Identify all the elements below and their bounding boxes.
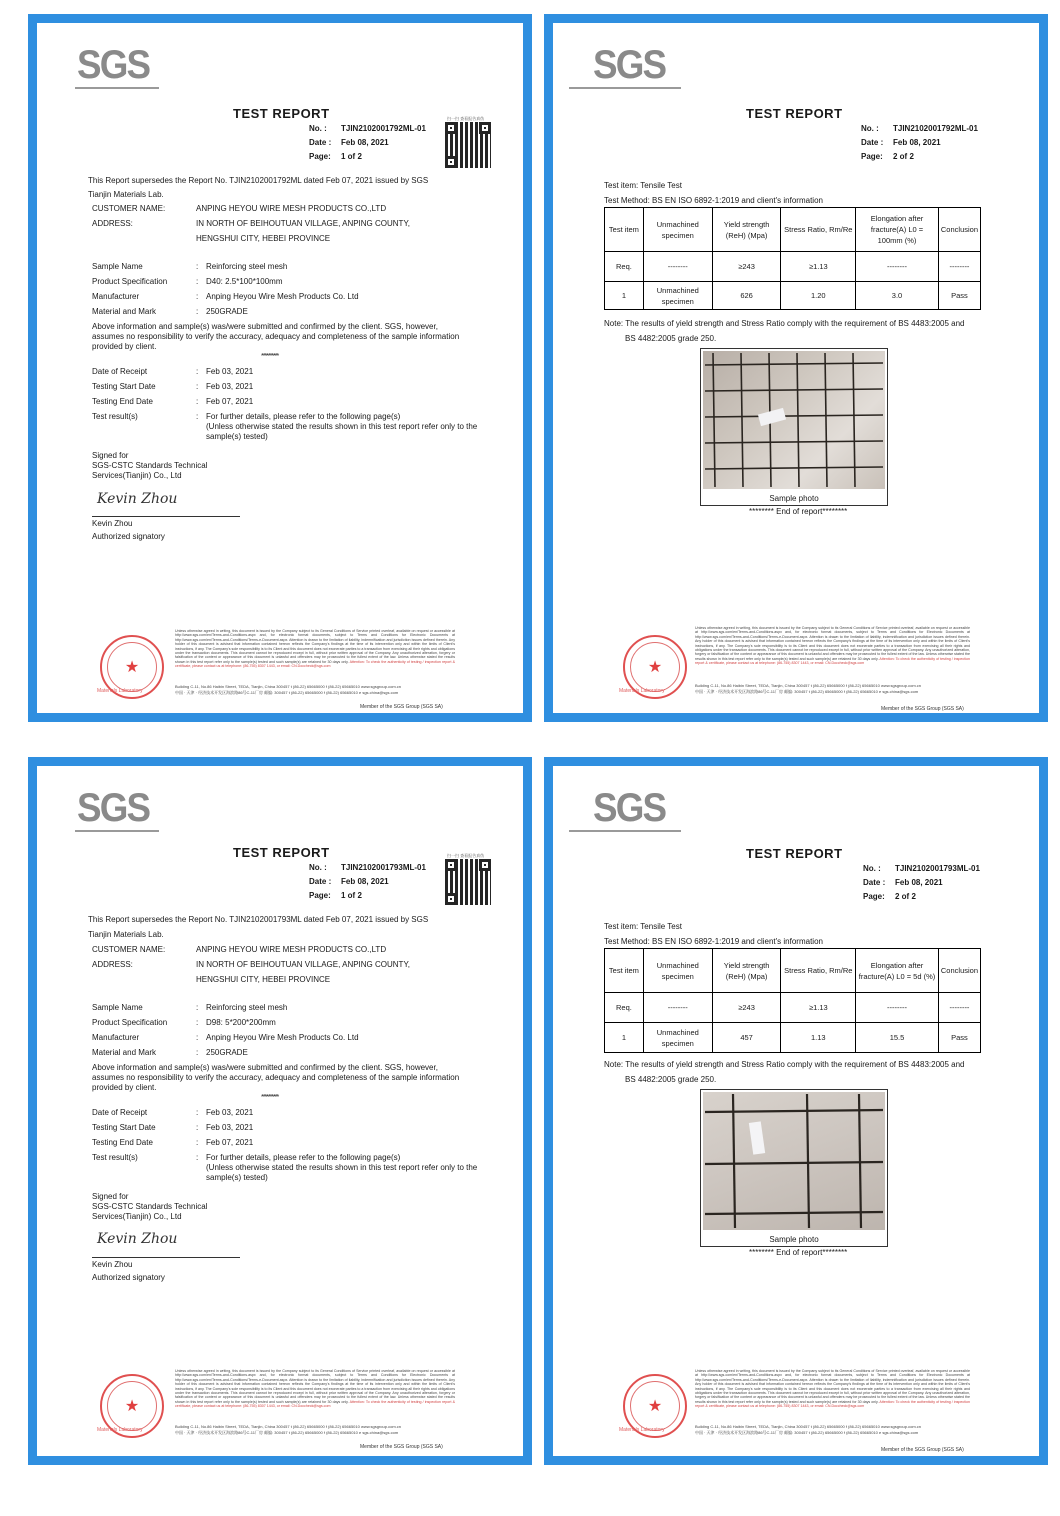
- page-number: 1 of 2: [341, 891, 362, 900]
- note-line-1: Note: The results of yield strength and Stress Ratio comply with the requirement of BS 4483:2005 and: [604, 319, 965, 328]
- report-date: Feb 08, 2021: [895, 878, 943, 887]
- test-method: Test Method: BS EN ISO 6892-1:2019 and client's information: [604, 937, 823, 946]
- member-of-sgs: Member of the SGS Group (SGS SA): [881, 1447, 964, 1453]
- date-row: Testing Start Date : Feb 03, 2021: [92, 382, 254, 391]
- fine-print: Unless otherwise agreed in writing, this document is issued by the Company subject to its General Conditions of Service printed overleaf, available on request or accessible at http://www.sgs.com/en/Terms-and-Conditions.aspx and, for electronic format documents, subject to Terms and Conditions for Electronic Documents at http://www.sgs.com/en/Terms-and-Conditions/Terms-e-Document.aspx. Attention is drawn to the limitation of liability, indemnification and jurisdiction issues defined therein. Any holder of this document is advised that information contained hereon reflects the Company's findings at the time of its intervention only and within the limits of Client's instructions, if any. The Company's sole responsibility is to its Client and this document does not exonerate parties to a transaction from exercising all their rights and obligations under the transaction documents. This document cannot be reproduced except in full, without prior written approval of the Company. Any unauthorized alteration, forgery or falsification of the content or appearance of this document is unlawful and offenders may be prosecuted to the fullest extent of the law. Unless otherwise stated the results shown in this test report refer only to the sample(s) tested and such sample(s) are retained for 30 days only. Attention: To check the authenticity of testing / inspection report & certificate, please contact us at telephone: (86-755) 8307 1443, or email: CN.Doccheck@sgs.com: [695, 1369, 970, 1409]
- table-header-row: Test item Unmachined specimen Yield strength (ReH) (Mpa) Stress Ratio, Rm/Re Elongation after fracture(A) L0 = 5d (%) Conclusion: [605, 949, 981, 993]
- test-item: Test item: Tensile Test: [604, 922, 682, 931]
- company-seal-icon: ★: [623, 1374, 687, 1438]
- report-sheet: [37, 766, 523, 1456]
- fine-print: Unless otherwise agreed in writing, this document is issued by the Company subject to its General Conditions of Service printed overleaf, available on request or accessible at http://www.sgs.com/en/Terms-and-Conditions.aspx and, for electronic format documents, subject to Terms and Conditions for Electronic Documents at http://www.sgs.com/en/Terms-and-Conditions/Terms-e-Document.aspx. Attention is drawn to the limitation of liability, indemnification and jurisdiction issues defined therein. Any holder of this document is advised that information contained hereon reflects the Company's findings at the time of its intervention only and within the limits of Client's instructions, if any. The Company's sole responsibility is to its Client and this document does not exonerate parties to a transaction from exercising all their rights and obligations under the transaction documents. This document cannot be reproduced except in full, without prior written approval of the Company. Any unauthorized alteration, forgery or falsification of the content or appearance of this document is unlawful and offenders may be prosecuted to the fullest extent of the law. Unless otherwise stated the results shown in this test report refer only to the sample(s) tested and such sample(s) are retained for 30 days only. Attention: To check the authenticity of testing / inspection report & certificate, please contact us at telephone: (86-755) 8307 1443, or email: CN.Doccheck@sgs.com: [175, 629, 455, 669]
- footer-address: Building C-11, No.86 Haibin Street, TEDA, Tianjin, China 300457 t (86-22) 65665000 f (86-22) 65665010 www.sgsgroup.com.cn 中国 · 天津 · 经济技术开发区海滨路86号C-11厂房 邮编: 300457 t (86-22) 65665000 f (86-22) 65665010 e sgs.china@sgs.com: [695, 1424, 921, 1435]
- result-note: (Unless otherwise stated the results shown in this test report refer only to the sample(s) tested): [206, 422, 478, 441]
- page-number: 1 of 2: [341, 152, 362, 161]
- result-note: (Unless otherwise stated the results shown in this test report refer only to the sample(s) tested): [206, 1163, 478, 1182]
- test-method: Test Method: BS EN ISO 6892-1:2019 and client's information: [604, 196, 823, 205]
- logo-underline: [75, 830, 159, 832]
- field-row: Material and Mark : 250GRADE: [92, 307, 248, 316]
- signer-name: Kevin Zhou: [92, 1260, 133, 1269]
- lab-name: Tianjin Materials Lab.: [88, 930, 164, 939]
- customer-label: CUSTOMER NAME:: [92, 204, 166, 213]
- signature-line: [92, 516, 240, 517]
- date-label: Date :: [309, 138, 332, 147]
- field-row: Material and Mark : 250GRADE: [92, 1048, 248, 1057]
- mesh-photo-icon: [703, 351, 885, 489]
- disclaimer: Above information and sample(s) was/were submitted and confirmed by the client. SGS, however, assumes no responsibility to verify the accuracy, adequacy and completeness of the sample information provided by client.: [92, 322, 460, 351]
- member-of-sgs: Member of the SGS Group (SGS SA): [881, 706, 964, 712]
- seal-caption: Materials Laboratory: [619, 1427, 665, 1433]
- separator-stars: **********: [261, 353, 279, 360]
- field-row: Manufacturer : Anping Heyou Wire Mesh Products Co. Ltd: [92, 1033, 359, 1042]
- logo-underline: [75, 87, 159, 89]
- address-line-1: IN NORTH OF BEIHOUTUAN VILLAGE, ANPING COUNTY,: [196, 219, 410, 228]
- table-row: 1 Unmachined specimen 626 1.20 3.0 Pass: [605, 282, 981, 310]
- no-label: No. :: [309, 124, 327, 133]
- customer-block: [92, 201, 410, 246]
- signer-role: Authorized signatory: [92, 532, 165, 541]
- address-label: ADDRESS:: [92, 219, 133, 228]
- sample-photo: [700, 1089, 888, 1247]
- date-row: Test result(s) : For further details, please refer to the following page(s): [92, 1153, 401, 1162]
- photo-caption: Sample photo: [769, 494, 819, 503]
- footer-address: Building C-11, No.86 Haibin Street, TEDA, Tianjin, China 300457 t (86-22) 65665000 f (86-22) 65665010 www.sgsgroup.com.cn 中国 · 天津 · 经济技术开发区海滨路86号C-11厂房 邮编: 300457 t (86-22) 65665000 f (86-22) 65665010 e sgs.china@sgs.com: [695, 683, 921, 694]
- supersede-note: This Report supersedes the Report No. TJIN2102001793ML dated Feb 07, 2021 issued by SGS: [88, 915, 429, 924]
- seal-caption: Materials Laboratory: [619, 688, 665, 694]
- field-row: Sample Name : Reinforcing steel mesh: [92, 262, 288, 271]
- signature: Kevin Zhou: [97, 1231, 178, 1247]
- report-date: Feb 08, 2021: [893, 138, 941, 147]
- date-row: Date of Receipt : Feb 03, 2021: [92, 1108, 254, 1117]
- sample-fields: [92, 259, 359, 319]
- note-line-2: BS 4482:2005 grade 250.: [625, 334, 717, 343]
- qr-caption: 扫一扫 查看报告真伪: [447, 116, 485, 121]
- date-row: Testing End Date : Feb 07, 2021: [92, 1138, 254, 1147]
- page-number: 2 of 2: [895, 892, 916, 901]
- report-title: TEST REPORT: [233, 106, 330, 121]
- signature-line: [92, 1257, 240, 1258]
- signer: [92, 519, 165, 542]
- member-of-sgs: Member of the SGS Group (SGS SA): [360, 1444, 443, 1450]
- customer-name: ANPING HEYOU WIRE MESH PRODUCTS CO.,LTD: [196, 945, 387, 954]
- report-page-4: [544, 757, 1048, 1465]
- fine-print: Unless otherwise agreed in writing, this document is issued by the Company subject to its General Conditions of Service printed overleaf, available on request or accessible at http://www.sgs.com/en/Terms-and-Conditions.aspx and, for electronic format documents, subject to Terms and Conditions for Electronic Documents at http://www.sgs.com/en/Terms-and-Conditions/Terms-e-Document.aspx. Attention is drawn to the limitation of liability, indemnification and jurisdiction issues defined therein. Any holder of this document is advised that information contained hereon reflects the Company's findings at the time of its intervention only and within the limits of Client's instructions, if any. The Company's sole responsibility is to its Client and this document does not exonerate parties to a transaction from exercising all their rights and obligations under the transaction documents. This document cannot be reproduced except in full, without prior written approval of the Company. Any unauthorized alteration, forgery or falsification of the content or appearance of this document is unlawful and offenders may be prosecuted to the fullest extent of the law. Unless otherwise stated the results shown in this test report refer only to the sample(s) tested and such sample(s) are retained for 30 days only. Attention: To check the authenticity of testing / inspection report & certificate, please contact us at telephone: (86-755) 8307 1443, or email: CN.Doccheck@sgs.com: [695, 626, 970, 666]
- sgs-logo: SGS: [593, 786, 666, 830]
- company-seal-icon: ★: [100, 1374, 164, 1438]
- page-number: 2 of 2: [893, 152, 914, 161]
- member-of-sgs: Member of the SGS Group (SGS SA): [360, 704, 443, 710]
- report-meta: No. : TJIN2102001792ML-01 Date : Feb 08, 2021 Page: 2 of 2: [861, 122, 978, 164]
- supersede-note: This Report supersedes the Report No. TJIN2102001792ML dated Feb 07, 2021 issued by SGS: [88, 176, 429, 185]
- lab-name: Tianjin Materials Lab.: [88, 190, 164, 199]
- address-line-1: IN NORTH OF BEIHOUTUAN VILLAGE, ANPING COUNTY,: [196, 960, 410, 969]
- report-number: TJIN2102001793ML-01: [341, 863, 426, 872]
- sgs-logo: SGS: [77, 43, 150, 87]
- date-fields: [92, 364, 400, 424]
- date-row: Date of Receipt : Feb 03, 2021: [92, 367, 254, 376]
- customer-name: ANPING HEYOU WIRE MESH PRODUCTS CO.,LTD: [196, 204, 387, 213]
- report-meta: [309, 122, 426, 164]
- report-sheet: [553, 766, 1039, 1456]
- mesh-photo-icon: [703, 1092, 885, 1230]
- logo-underline: [569, 830, 681, 832]
- page-label: Page:: [309, 152, 331, 161]
- customer-block: CUSTOMER NAME: ANPING HEYOU WIRE MESH PRODUCTS CO.,LTD ADDRESS: IN NORTH OF BEIHOUTUAN VILLAGE, ANPING COUNTY, HENGSHUI CITY, HEBEI PROVINCE: [92, 942, 410, 987]
- report-page-1: [28, 14, 532, 722]
- table-row: Req. -------- ≥243 ≥1.13 -------- --------: [605, 993, 981, 1023]
- report-page-3: [28, 757, 532, 1465]
- end-of-report: ******** End of report********: [749, 507, 848, 516]
- logo-underline: [569, 87, 681, 89]
- results-table: [604, 948, 981, 1053]
- field-row: Product Specification : D98: 5*200*200mm: [92, 1018, 276, 1027]
- signed-for: Signed for SGS-CSTC Standards Technical Services(Tianjin) Co., Ltd: [92, 451, 208, 480]
- date-row: Testing End Date : Feb 07, 2021: [92, 397, 254, 406]
- photo-caption: Sample photo: [769, 1235, 819, 1244]
- signature: Kevin Zhou: [97, 491, 178, 507]
- sgs-logo: SGS: [593, 43, 666, 87]
- report-date: Feb 08, 2021: [341, 877, 389, 886]
- note-line-1: Note: The results of yield strength and Stress Ratio comply with the requirement of BS 4483:2005 and: [604, 1060, 965, 1069]
- report-sheet: [37, 23, 523, 713]
- address-line-2: HENGSHUI CITY, HEBEI PROVINCE: [196, 975, 331, 984]
- signer-role: Authorized signatory: [92, 1273, 165, 1282]
- field-row: Product Specification : D40: 2.5*100*100mm: [92, 277, 283, 286]
- report-page-2: [544, 14, 1048, 722]
- disclaimer: Above information and sample(s) was/were submitted and confirmed by the client. SGS, however, assumes no responsibility to verify the accuracy, adequacy and completeness of the sample information provided by client.: [92, 1063, 460, 1092]
- fine-print: Unless otherwise agreed in writing, this document is issued by the Company subject to its General Conditions of Service printed overleaf, available on request or accessible at http://www.sgs.com/en/Terms-and-Conditions.aspx and, for electronic format documents, subject to Terms and Conditions for Electronic Documents at http://www.sgs.com/en/Terms-and-Conditions/Terms-e-Document.aspx. Attention is drawn to the limitation of liability, indemnification and jurisdiction issues defined therein. Any holder of this document is advised that information contained hereon reflects the Company's findings at the time of its intervention only and within the limits of Client's instructions, if any. The Company's sole responsibility is to its Client and this document does not exonerate parties to a transaction from exercising all their rights and obligations under the transaction documents. This document cannot be reproduced except in full, without prior written approval of the Company. Any unauthorized alteration, forgery or falsification of the content or appearance of this document is unlawful and offenders may be prosecuted to the fullest extent of the law. Unless otherwise stated the results shown in this test report refer only to the sample(s) tested and such sample(s) are retained for 30 days only. Attention: To check the authenticity of testing / inspection report & certificate, please contact us at telephone: (86-755) 8307 1443, or email: CN.Doccheck@sgs.com: [175, 1369, 455, 1409]
- seal-caption: Materials Laboratory: [97, 1427, 143, 1433]
- signed-for: Signed for SGS-CSTC Standards Technical Services(Tianjin) Co., Ltd: [92, 1192, 208, 1221]
- test-item: Test item: Tensile Test: [604, 181, 682, 190]
- report-title: TEST REPORT: [233, 845, 330, 860]
- footer-address: Building C-11, No.86 Haibin Street, TEDA, Tianjin, China 300457 t (86-22) 65665000 f (86-22) 65665010 www.sgsgroup.com.cn 中国 · 天津 · 经济技术开发区海滨路86号C-11厂房 邮编: 300457 t (86-22) 65665000 f (86-22) 65665010 e sgs.china@sgs.com: [175, 684, 401, 695]
- table-header-row: Test item Unmachined specimen Yield strength (ReH) (Mpa) Stress Ratio, Rm/Re Elongation after fracture(A) L0 = 100mm (%) Conclusion: [605, 208, 981, 252]
- company-seal-icon: ★: [623, 635, 687, 699]
- results-table: [604, 207, 981, 310]
- separator-stars: **********: [261, 1094, 279, 1101]
- end-of-report: ******** End of report********: [749, 1248, 848, 1257]
- seal-caption: Materials Laboratory: [97, 688, 143, 694]
- report-title: TEST REPORT: [746, 106, 843, 121]
- company-seal-icon: ★: [100, 635, 164, 699]
- sgs-logo: SGS: [77, 786, 150, 830]
- signer: [92, 1260, 165, 1283]
- report-meta: No. : TJIN2102001793ML-01 Date : Feb 08, 2021 Page: 2 of 2: [863, 862, 980, 904]
- note-line-2: BS 4482:2005 grade 250.: [625, 1075, 717, 1084]
- date-row: Test result(s) : For further details, please refer to the following page(s): [92, 412, 401, 421]
- date-fields: [92, 1105, 400, 1165]
- sample-photo: [700, 348, 888, 506]
- report-sheet: [553, 23, 1039, 713]
- report-number: TJIN2102001792ML-01: [893, 124, 978, 133]
- table-row: 1 Unmachined specimen 457 1.13 15.5 Pass: [605, 1023, 981, 1053]
- address-line-2: HENGSHUI CITY, HEBEI PROVINCE: [196, 234, 331, 243]
- report-meta: No. : TJIN2102001793ML-01 Date : Feb 08, 2021 Page: 1 of 2: [309, 861, 426, 903]
- signer-name: Kevin Zhou: [92, 519, 133, 528]
- qr-code-icon: [445, 122, 491, 168]
- report-number: TJIN2102001792ML-01: [341, 124, 426, 133]
- qr-code-icon: [445, 859, 491, 905]
- footer-address: Building C-11, No.86 Haibin Street, TEDA, Tianjin, China 300457 t (86-22) 65665000 f (86-22) 65665010 www.sgsgroup.com.cn 中国 · 天津 · 经济技术开发区海滨路86号C-11厂房 邮编: 300457 t (86-22) 65665000 f (86-22) 65665010 e sgs.china@sgs.com: [175, 1424, 401, 1435]
- table-row: Req. -------- ≥243 ≥1.13 -------- --------: [605, 252, 981, 282]
- field-row: Sample Name : Reinforcing steel mesh: [92, 1003, 288, 1012]
- report-number: TJIN2102001793ML-01: [895, 864, 980, 873]
- qr-caption: 扫一扫 查看报告真伪: [447, 853, 485, 858]
- field-row: Manufacturer : Anping Heyou Wire Mesh Products Co. Ltd: [92, 292, 359, 301]
- sample-fields: [92, 1000, 359, 1060]
- date-row: Testing Start Date : Feb 03, 2021: [92, 1123, 254, 1132]
- report-date: Feb 08, 2021: [341, 138, 389, 147]
- report-title: TEST REPORT: [746, 846, 843, 861]
